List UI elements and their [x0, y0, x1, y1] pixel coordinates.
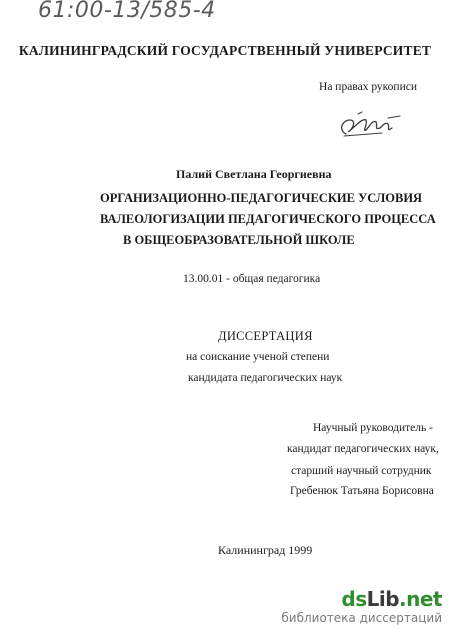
author-name: Палий Светлана Георгиевна — [176, 167, 332, 181]
watermark-tagline: библиотека диссертаций — [281, 611, 442, 625]
specialty-code: 13.00.01 - общая педагогика — [183, 273, 321, 285]
dissertation-title-line: В ОБЩЕОБРАЗОВАТЕЛЬНОЙ ШКОЛЕ — [123, 233, 355, 247]
logo-lib-part: Lib — [366, 587, 400, 611]
advisor-line: Научный руководитель - — [313, 422, 433, 434]
university-name: КАЛИНИНГРАДСКИЙ ГОСУДАРСТВЕННЫЙ УНИВЕРСИТЕТ — [18, 43, 432, 58]
dslib-logo[interactable] — [281, 588, 442, 610]
rights-note: На правах рукописи — [319, 81, 417, 93]
advisor-line: старший научный сотрудник — [291, 465, 432, 477]
dslib-watermark[interactable] — [281, 588, 442, 625]
handwritten-signature — [336, 108, 406, 142]
advisor-name: Гребенюк Татьяна Борисовна — [290, 485, 434, 497]
logo-ds-part: ds — [341, 587, 367, 611]
dissertation-title-line: ОРГАНИЗАЦИОННО-ПЕДАГОГИЧЕСКИЕ УСЛОВИЯ — [100, 191, 423, 205]
dissertation-title-line: ВАЛЕОЛОГИЗАЦИИ ПЕДАГОГИЧЕСКОГО ПРОЦЕССА — [100, 212, 436, 226]
degree-purpose-line: кандидата педагогических наук — [188, 372, 343, 384]
city-year: Калининград 1999 — [218, 543, 313, 557]
degree-purpose-line: на соискание ученой степени — [186, 351, 330, 363]
logo-net-part: .net — [399, 587, 442, 611]
advisor-line: кандидат педагогических наук, — [287, 443, 439, 455]
catalog-number: 61:00-13/585-4 — [38, 0, 216, 23]
document-type: ДИССЕРТАЦИЯ — [218, 329, 313, 343]
